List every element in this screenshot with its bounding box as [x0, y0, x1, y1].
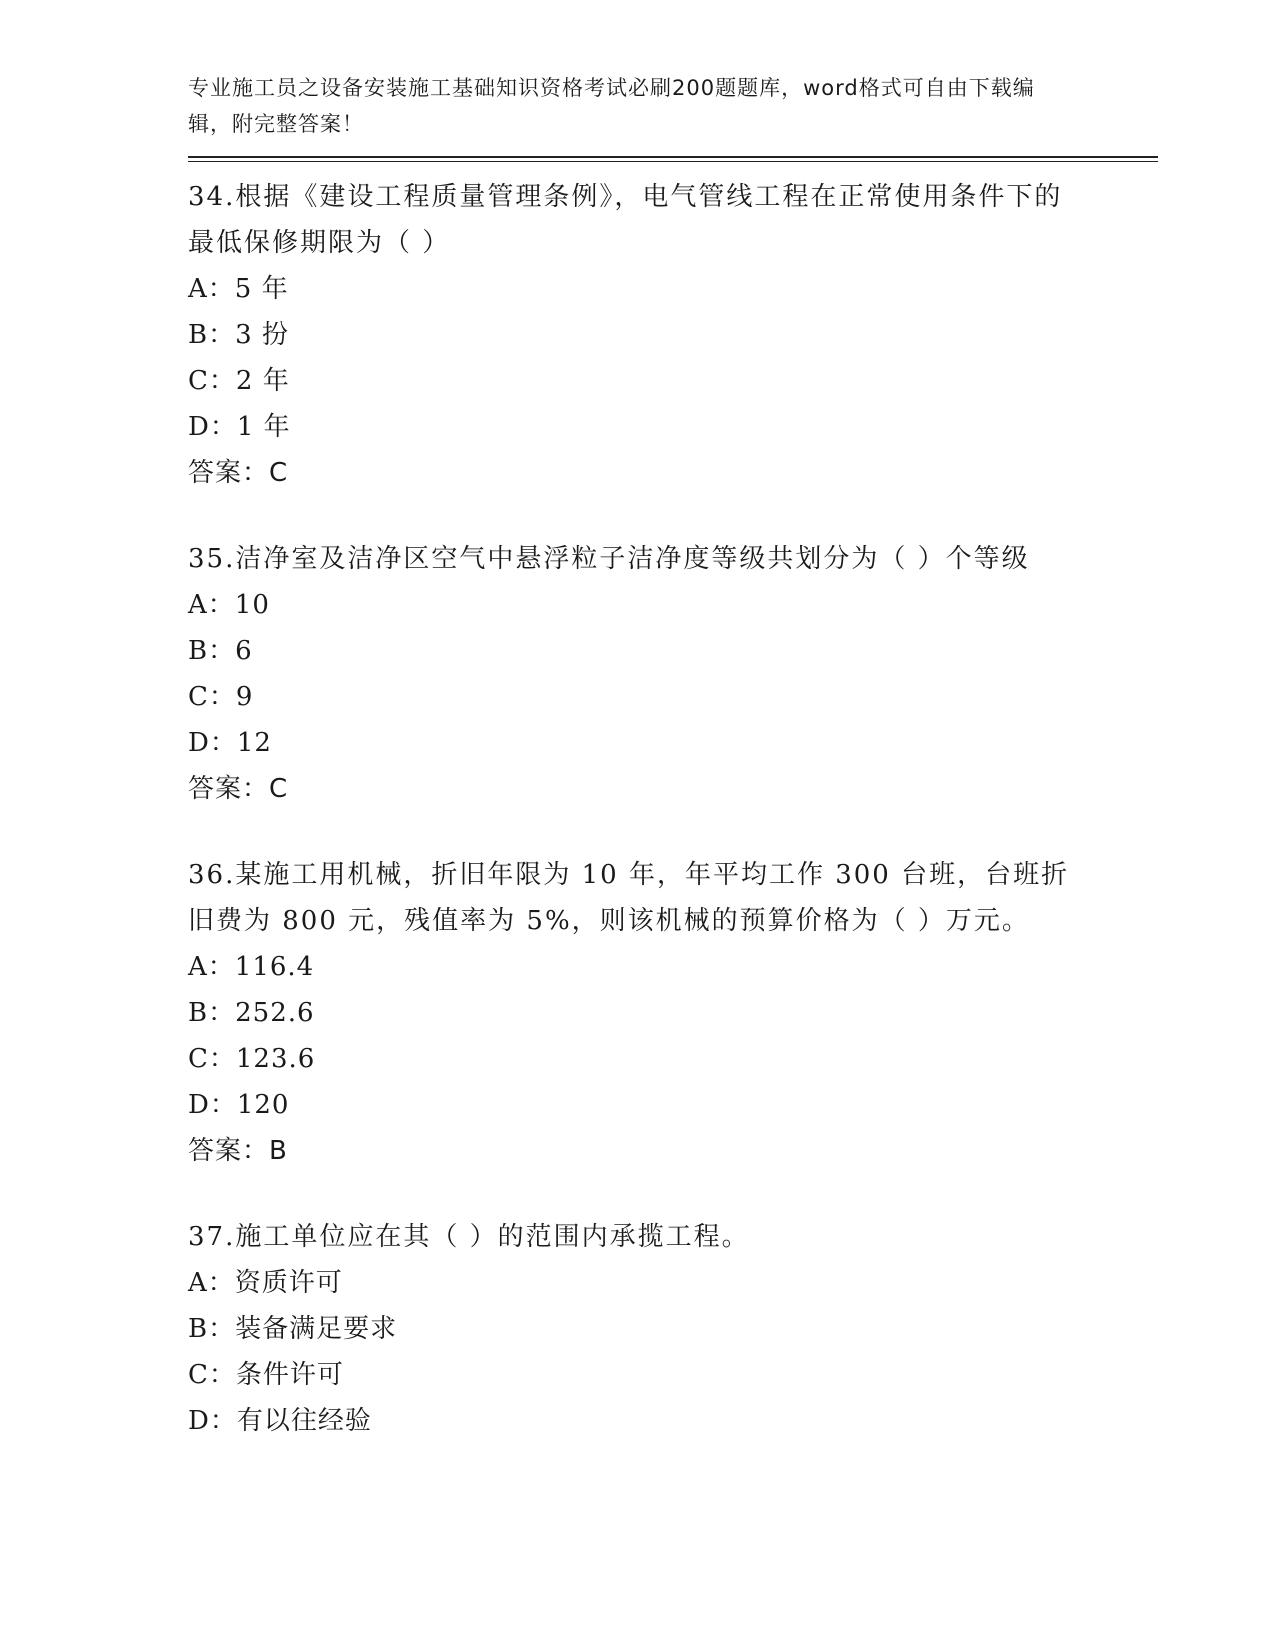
- question-35: [188, 536, 1093, 812]
- option-d: D：120: [188, 1090, 290, 1120]
- question-stem: 37.施工单位应在其（ ）的范围内承揽工程。: [188, 1222, 750, 1252]
- document-header: 专业施工员之设备安装施工基础知识资格考试必刷200题题库，word格式可自由下载编辑，附完整答案！: [188, 76, 1035, 136]
- divider-thin: [188, 161, 1158, 162]
- option-c: C：条件许可: [188, 1360, 344, 1390]
- question-37: [188, 1214, 1093, 1444]
- question-stem: 34.根据《建设工程质量管理条例》，电气管线工程在正常使用条件下的最低保修期限为（ ）: [188, 182, 1063, 258]
- question-list: [188, 174, 1093, 1444]
- answer: 答案：C: [188, 458, 289, 488]
- question-stem: 36.某施工用机械，折旧年限为 10 年，年平均工作 300 台班，台班折旧费为 800 元，残值率为 5%，则该机械的预算价格为（ ）万元。: [188, 860, 1070, 936]
- option-b: B：3 扮: [188, 320, 289, 350]
- option-a: A：10: [188, 590, 270, 620]
- header-divider: [188, 156, 1158, 162]
- question-stem: 35.洁净室及洁净区空气中悬浮粒子洁净度等级共划分为（ ）个等级: [188, 544, 1030, 574]
- option-a: A：5 年: [188, 274, 289, 304]
- option-c: C：123.6: [188, 1044, 316, 1074]
- question-36: [188, 852, 1093, 1174]
- divider-thick: [188, 156, 1158, 158]
- question-34: [188, 174, 1093, 496]
- option-d: D：12: [188, 728, 272, 758]
- option-d: D：1 年: [188, 412, 291, 442]
- option-b: B：装备满足要求: [188, 1314, 398, 1344]
- document-page: [188, 70, 1093, 1484]
- option-c: C：2 年: [188, 366, 290, 396]
- option-a: A：116.4: [188, 952, 315, 982]
- answer: 答案：B: [188, 1136, 288, 1166]
- answer: 答案：C: [188, 774, 289, 804]
- option-c: C：9: [188, 682, 254, 712]
- option-a: A：资质许可: [188, 1268, 343, 1298]
- option-b: B：252.6: [188, 998, 315, 1028]
- option-d: D：有以往经验: [188, 1406, 372, 1436]
- option-b: B：6: [188, 636, 253, 666]
